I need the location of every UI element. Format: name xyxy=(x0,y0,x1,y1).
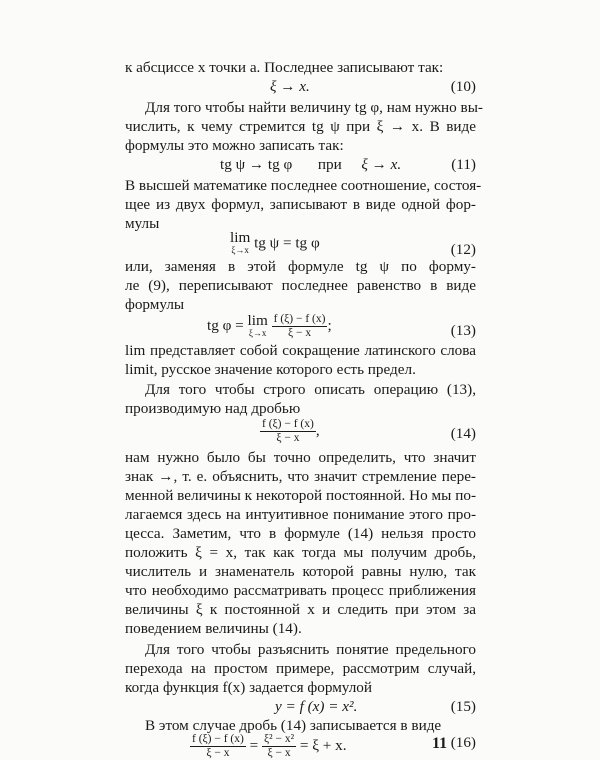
fraction: $\frac{f (\xi) - f (x)}{\xi - x}$ xyxy=(273,313,326,339)
fraction: $\frac{f (\xi) - f (x)}{\xi - x}$ xyxy=(262,418,314,444)
eq-part: = xyxy=(245,736,263,754)
equation-number: (15) xyxy=(450,698,476,715)
eq-part: ξ → x. xyxy=(270,78,310,95)
equation-14 xyxy=(125,418,476,452)
eq-part: при xyxy=(317,156,342,173)
eq-part: tg ψ = tg φ xyxy=(254,234,320,252)
text-line: к абсциссе x точки a. Последнее записывают так: xyxy=(125,59,444,76)
text-line: ле (9), переписывают последнее равенство в виде xyxy=(125,277,476,294)
equation-number: (14) xyxy=(450,425,476,442)
text-line: формулы xyxy=(125,296,185,313)
text-line: limit, русское значение которого есть предел. xyxy=(125,361,416,378)
text-line: В этом случае дробь (14) записывается в виде xyxy=(145,717,442,734)
fraction: $\frac{f (\xi) - f (x)}{\xi - x}$ xyxy=(192,733,244,759)
eq-part: = ξ + x. xyxy=(296,736,347,754)
equation-number: (12) xyxy=(450,241,476,258)
eq-part: ξ → x. xyxy=(361,156,402,173)
text-line: щее из двух формул, записывают в виде одной фор- xyxy=(125,196,476,213)
text-line: Для того чтобы найти величину tg φ, нам нужно вы- xyxy=(145,99,483,116)
text-line: величины ξ к постоянной x и следить при этом за xyxy=(125,601,476,618)
text-line: поведением величины (14). xyxy=(125,620,302,637)
eq-part: y = f (x) = x². xyxy=(275,698,358,715)
equation-16 xyxy=(125,733,476,759)
eq-part: ; xyxy=(327,316,332,334)
equation-number: (10) xyxy=(450,78,476,95)
fraction: $\frac{\text{ξ² − x²}}{\xi - x}$ xyxy=(264,733,295,759)
limit-operator: lim ξ→x xyxy=(230,229,251,255)
eq-part: , xyxy=(315,421,320,439)
page-number: 11 xyxy=(432,735,448,752)
text-line: В высшей математике последнее соотношение, состоя- xyxy=(125,177,482,194)
text-line: Для того чтобы разъяснить понятие предельного xyxy=(145,641,476,658)
text-line: числить, к чему стремится tg ψ при ξ → x. В виде xyxy=(125,118,476,135)
equation-number: (16) xyxy=(450,734,476,751)
text-line: числитель и знаменатель которой равны нулю, так xyxy=(125,563,476,580)
eq-part: tg φ = xyxy=(207,316,248,334)
text-line: менной величины к некоторой постоянной. Но мы по- xyxy=(125,487,476,504)
equation-number: (13) xyxy=(450,322,476,339)
text-line: нам нужно было бы точно определить, что значит xyxy=(125,449,476,466)
text-line: цесса. Заметим, что в формуле (14) нельзя просто xyxy=(125,525,476,542)
eq-part: tg ψ → tg φ xyxy=(220,156,293,173)
text-line: когда функция f(x) задается формулой xyxy=(125,679,373,696)
limit-operator: lim ξ→x xyxy=(247,311,268,338)
text-line: положить ξ = x, так как тогда мы получим дробь, xyxy=(125,544,476,561)
text-line: лагаемся здесь на интуитивное понимание этого про- xyxy=(125,506,476,523)
text-line: производимую над дробью xyxy=(125,400,301,417)
text-line: или, заменяя в этой формуле tg ψ по форму- xyxy=(125,258,476,275)
text-line: lim представляет собой сокращение латинского слова xyxy=(125,342,476,359)
text-line: перехода на простом примере, рассмотрим случай, xyxy=(125,660,476,677)
text-line: знак →, т. е. объяснить, что значит стремление пере- xyxy=(125,468,476,485)
text-line: что необходимо рассматривать процесс приближения xyxy=(125,582,476,599)
text-line: формулы это можно записать так: xyxy=(125,137,344,154)
text-line: Для того чтобы строго описать операцию (13), xyxy=(145,381,476,398)
equation-number: (11) xyxy=(451,156,476,173)
text-line: мулы xyxy=(125,215,160,232)
